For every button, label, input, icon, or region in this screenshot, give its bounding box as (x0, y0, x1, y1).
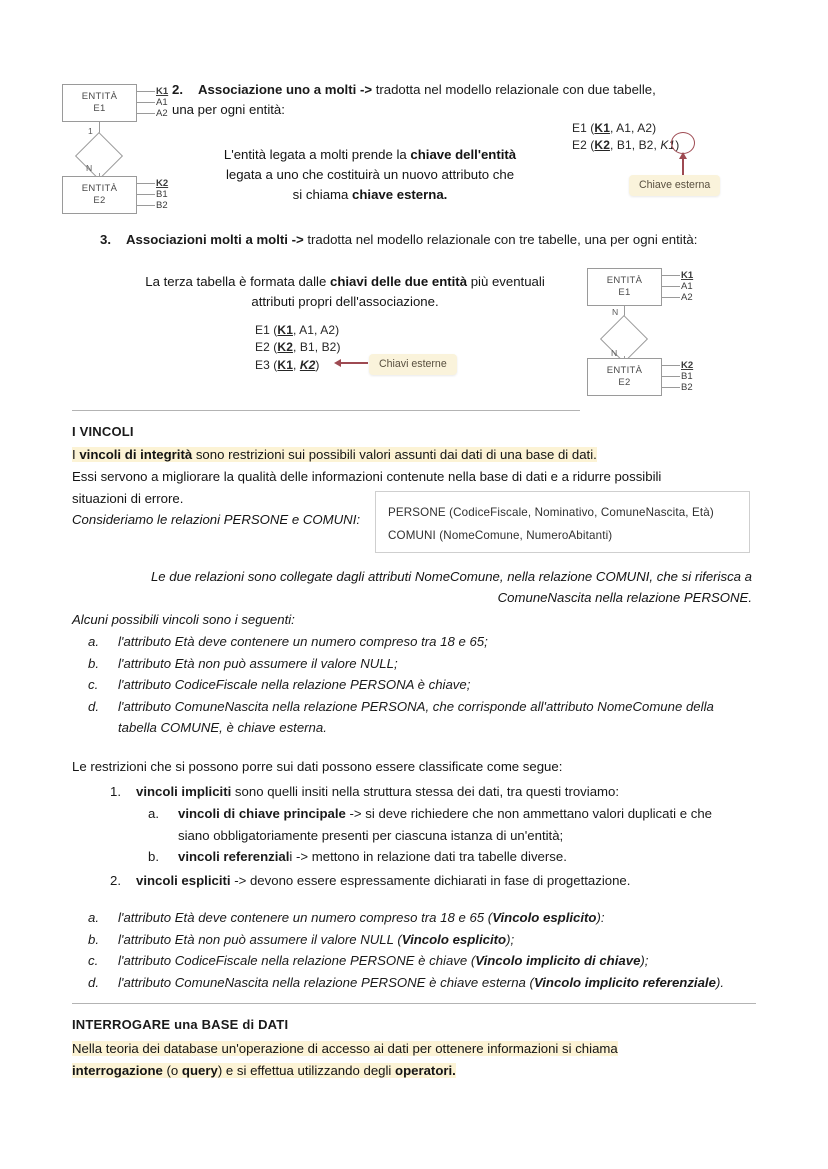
list-item (88, 675, 768, 696)
interrogare-bold-1: interrogazione (72, 1063, 163, 1078)
relation-persone: PERSONE (CodiceFiscale, Nominativo, ComuneNascita, Età) (388, 506, 714, 519)
er-cardinality-bottom: N (611, 348, 618, 358)
esempio-tail: ); (506, 931, 515, 947)
er-connector (137, 194, 155, 195)
list-marker: a. (88, 910, 99, 925)
section-three-explanation-line-2: attributi propri dell'associazione. (251, 294, 439, 310)
er-attribute-b1: B1 (156, 189, 168, 200)
er-entity-e1 (587, 268, 662, 306)
relation-e1-key: K1 (594, 121, 610, 135)
interrogare-line2 (72, 1061, 772, 1081)
esempio-tail: ): (596, 910, 605, 925)
s3-line1a: La terza tabella è formata dalle (145, 274, 330, 289)
section-two-relational-schema (572, 120, 679, 155)
vincoli-highlight-line (72, 445, 772, 465)
restrizioni-list (110, 782, 770, 804)
list-marker: b. (148, 849, 159, 865)
relation-e2 (572, 137, 679, 154)
section-three-relational-schema (255, 322, 341, 374)
er-attribute-k2: K2 (681, 360, 694, 371)
restrizioni-sublist (148, 804, 768, 869)
relation-e1-prefix: E1 ( (572, 121, 595, 135)
esempi-classificati-list (88, 908, 788, 994)
section-two-number: 2. (172, 82, 183, 97)
list-marker: d. (88, 698, 99, 714)
er-connector (137, 113, 155, 114)
list-item (88, 654, 768, 675)
er-entity-e2 (587, 358, 662, 396)
esempio-text: l'attributo CodiceFiscale nella relazione PERSONE è chiave ( (118, 953, 476, 969)
list-text: l'attributo Età non può assumere il valore NULL; (118, 655, 398, 671)
relation-e1-rest: , A1, A2) (292, 323, 340, 337)
vincoli-paragraph-line1: Essi servono a migliorare la qualità delle informazioni contenute nella base di dati e a ridurre possibili (72, 469, 662, 484)
vincoli-alcuni-intro: Alcuni possibili vincoli sono i seguenti: (72, 612, 295, 627)
list-text: l'attributo CodiceFiscale nella relazione PERSONA è chiave; (118, 677, 471, 693)
er-connector (662, 387, 680, 388)
er-connector (662, 365, 680, 366)
er-entity-e2-name: E2 (618, 377, 631, 388)
er-attribute-k2: K2 (156, 178, 169, 189)
er-entity-e2-label: ENTITÀ (81, 183, 118, 195)
er-entity-e1-name: E1 (618, 287, 631, 298)
relation-e3-suffix: ) (315, 357, 320, 372)
explanation-line-3a: si chiama (292, 187, 353, 203)
relation-comuni: COMUNI (NomeComune, NumeroAbitanti) (388, 529, 613, 543)
er-cardinality-top: 1 (88, 126, 93, 136)
section-three-heading (100, 230, 780, 250)
er-entity-e1-label: ENTITÀ (606, 275, 643, 287)
er-entity-e2-name: E2 (93, 195, 106, 206)
list-marker: c. (88, 953, 99, 969)
er-attribute-b2: B2 (156, 200, 168, 211)
interrogare-bold-3: operatori. (395, 1063, 456, 1078)
relation-e2-foreign-key: K1 (660, 138, 676, 153)
vincoli-hl-b: vincoli di integrità (79, 447, 193, 462)
er-attribute-a1: A1 (156, 97, 168, 108)
esempio-text: l'attributo Età deve contenere un numero compreso tra 18 e 65 ( (118, 910, 493, 925)
interrogare-title: INTERROGARE una BASE di DATI (72, 1017, 289, 1032)
esempio-text: l'attributo Età non può assumere il valore NULL ( (118, 931, 402, 947)
list-marker: a. (148, 806, 159, 821)
er-connector (137, 91, 155, 92)
interrogare-mid-1: (o (162, 1063, 182, 1078)
vincoli-paragraph-line2: situazioni di errore. (72, 491, 184, 506)
list-item-1a-rest: -> si deve richiedere che non ammettano valori duplicati e che (345, 806, 712, 821)
esempio-tail: ); (640, 953, 649, 969)
relation-e3-mid: , (292, 357, 300, 372)
vincoli-hl-c: sono restrizioni sui possibili valori assunti dai dati di una base di dati. (192, 447, 597, 462)
callout-chiave-esterna: Chiave esterna (629, 175, 720, 196)
er-entity-e2 (62, 176, 137, 214)
relation-e3 (255, 357, 341, 374)
list-item-2 (110, 871, 770, 892)
list-marker: b. (88, 931, 99, 947)
esempio-tail: ). (715, 974, 724, 990)
section-two-title-rest: tradotta nel modello relazionale con due tabelle, (372, 82, 656, 97)
er-entity-e1-label: ENTITÀ (81, 91, 118, 103)
explanation-line-3b: chiave esterna. (352, 187, 448, 203)
s3-line1c: più eventuali (467, 274, 545, 289)
section-two-heading-line2: una per ogni entità: (172, 102, 285, 117)
list-marker: a. (88, 634, 99, 649)
section-three-explanation (120, 272, 570, 312)
relation-e1-prefix: E1 ( (255, 323, 278, 337)
divider-top (72, 410, 580, 411)
vincoli-hl-a: I (72, 447, 80, 462)
relation-e2-mid: , B1, B2, (609, 138, 661, 153)
list-item-1a (148, 804, 768, 825)
er-connector (662, 376, 680, 377)
list-text: l'attributo ComuneNascita nella relazione PERSONA, che corrisponde all'attributo NomeComune della (118, 698, 714, 714)
list-text: tabella COMUNE, è chiave esterna. (118, 720, 327, 736)
explanation-line-1 (180, 145, 560, 165)
list-item-1 (110, 782, 770, 803)
explanation-line-1a: L'entità legata a molti prende la (223, 147, 411, 162)
er-attribute-a2: A2 (156, 108, 168, 119)
list-text: l'attributo Età deve contenere un numero compreso tra 18 e 65; (118, 634, 488, 649)
relation-e2-prefix: E2 ( (572, 138, 595, 153)
list-marker: 2. (110, 873, 121, 888)
list-marker: 1. (110, 784, 121, 799)
er-entity-e1-name: E1 (93, 103, 106, 114)
er-attribute-a1: A1 (681, 281, 693, 292)
list-item (88, 951, 788, 972)
explanation-line-1b: chiave dell'entità (410, 147, 517, 162)
list-item (88, 697, 768, 718)
relation-e2 (255, 339, 341, 356)
relation-e1-key: K1 (277, 323, 293, 337)
callout-chiavi-esterne: Chiavi esterne (369, 354, 457, 375)
relation-e2-rest: , B1, B2) (292, 340, 341, 355)
relation-e2-prefix: E2 ( (255, 340, 278, 355)
relation-e3-prefix: E3 ( (255, 357, 278, 372)
list-item-1b (148, 847, 768, 868)
er-attribute-b2: B2 (681, 382, 693, 393)
vincoli-consideriamo: Consideriamo le relazioni PERSONE e COMUNI: (72, 512, 361, 527)
section-three-title-rest: tradotta nel modello relazionale con tre tabelle, una per ogni entità: (303, 232, 698, 247)
er-connector (137, 102, 155, 103)
esempio-bold: Vincolo implicito referenziale (533, 974, 716, 990)
er-connector (137, 205, 155, 206)
er-attribute-k1: K1 (681, 270, 694, 281)
section-three-title: Associazioni molti a molti -> (126, 232, 304, 247)
divider-bottom (72, 1003, 756, 1004)
vincoli-collegate-line2: ComuneNascita nella relazione PERSONE. (497, 590, 752, 605)
relation-e1 (572, 120, 679, 137)
vincoli-highlight-span (72, 447, 597, 462)
list-marker: d. (88, 974, 99, 990)
vincoli-list-first (88, 632, 768, 740)
relation-e1-rest: , A1, A2) (609, 121, 657, 135)
er-connector (662, 286, 680, 287)
foreign-key-circle-highlight (671, 132, 695, 154)
relation-e1 (255, 322, 341, 339)
relation-e2-key: K2 (277, 340, 293, 355)
list-item-1b-bold: vincoli referenzial (178, 849, 290, 865)
restrizioni-intro: Le restrizioni che si possono porre sui dati possono essere classificate come segue: (72, 759, 563, 774)
foreign-key-arrow-icon (682, 158, 684, 176)
list-marker: c. (88, 677, 99, 693)
restrizioni-list-2 (110, 871, 770, 893)
list-item-continuation (88, 718, 768, 739)
s3-line1b: chiavi delle due entità (329, 274, 468, 289)
list-item (88, 908, 788, 929)
relation-e2-key: K2 (594, 138, 610, 153)
esempio-bold: Vincolo esplicito (401, 931, 507, 947)
interrogare-line1-highlight: Nella teoria dei database un'operazione di accesso ai dati per ottenere informazioni si chiama (72, 1041, 618, 1056)
relations-box (375, 491, 750, 553)
list-item-1-bold: vincoli impliciti (136, 784, 232, 799)
interrogare-mid-2: ) e si effettua utilizzando degli (217, 1063, 396, 1078)
er-attribute-a2: A2 (681, 292, 693, 303)
esempio-text: l'attributo ComuneNascita nella relazione PERSONE è chiave esterna ( (118, 974, 534, 990)
vincoli-collegate-line1: Le due relazioni sono collegate dagli attributi NomeComune, nella relazione COMUNI, che si riferisca a (150, 569, 752, 584)
section-three-number: 3. (100, 232, 111, 247)
section-two-title: Associazione uno a molti -> (198, 82, 373, 97)
section-two-explanation (180, 145, 560, 205)
er-attribute-b1: B1 (681, 371, 693, 382)
list-item-1a-bold: vincoli di chiave principale (178, 806, 346, 821)
esempio-bold: Vincolo implicito di chiave (475, 953, 641, 969)
er-connector (137, 183, 155, 184)
foreign-keys-arrow-icon (340, 362, 368, 364)
interrogare-line1 (72, 1039, 772, 1059)
er-entity-e1 (62, 84, 137, 122)
er-attribute-k1: K1 (156, 86, 169, 97)
er-connector (662, 297, 680, 298)
list-item-1a-line2: siano obbligatoriamente presenti per ciascuna istanza di un'entità; (178, 827, 564, 843)
er-cardinality-top: N (612, 307, 619, 317)
list-item-1b-rest: i -> mettono in relazione dati tra tabelle diverse. (289, 849, 567, 865)
er-cardinality-bottom: N (86, 163, 93, 173)
list-item-1a-continuation (148, 826, 768, 847)
section-three-explanation-line-1 (120, 272, 570, 292)
list-item-2-rest: -> devono essere espressamente dichiarati in fase di progettazione. (230, 873, 631, 888)
er-connector (662, 275, 680, 276)
list-item (88, 973, 788, 994)
list-item (88, 930, 788, 951)
list-item-2-bold: vincoli espliciti (136, 873, 231, 888)
explanation-line-2: legata a uno che costituirà un nuovo attributo che (225, 167, 515, 183)
interrogare-line2-highlight (72, 1063, 456, 1078)
list-marker: b. (88, 655, 99, 671)
list-item-1-rest: sono quelli insiti nella struttura stessa dei dati, tra questi troviamo: (231, 784, 620, 799)
esempio-bold: Vincolo esplicito (492, 910, 597, 925)
vincoli-title: I VINCOLI (72, 424, 134, 439)
explanation-line-3 (180, 185, 560, 205)
relation-e2-suffix: ) (675, 138, 680, 153)
er-entity-e2-label: ENTITÀ (606, 365, 643, 377)
interrogare-bold-2: query (181, 1063, 218, 1078)
relation-e3-key2: K2 (299, 357, 316, 372)
list-item (88, 632, 768, 653)
section-two-heading (172, 80, 732, 100)
relation-e3-key1: K1 (277, 357, 293, 372)
